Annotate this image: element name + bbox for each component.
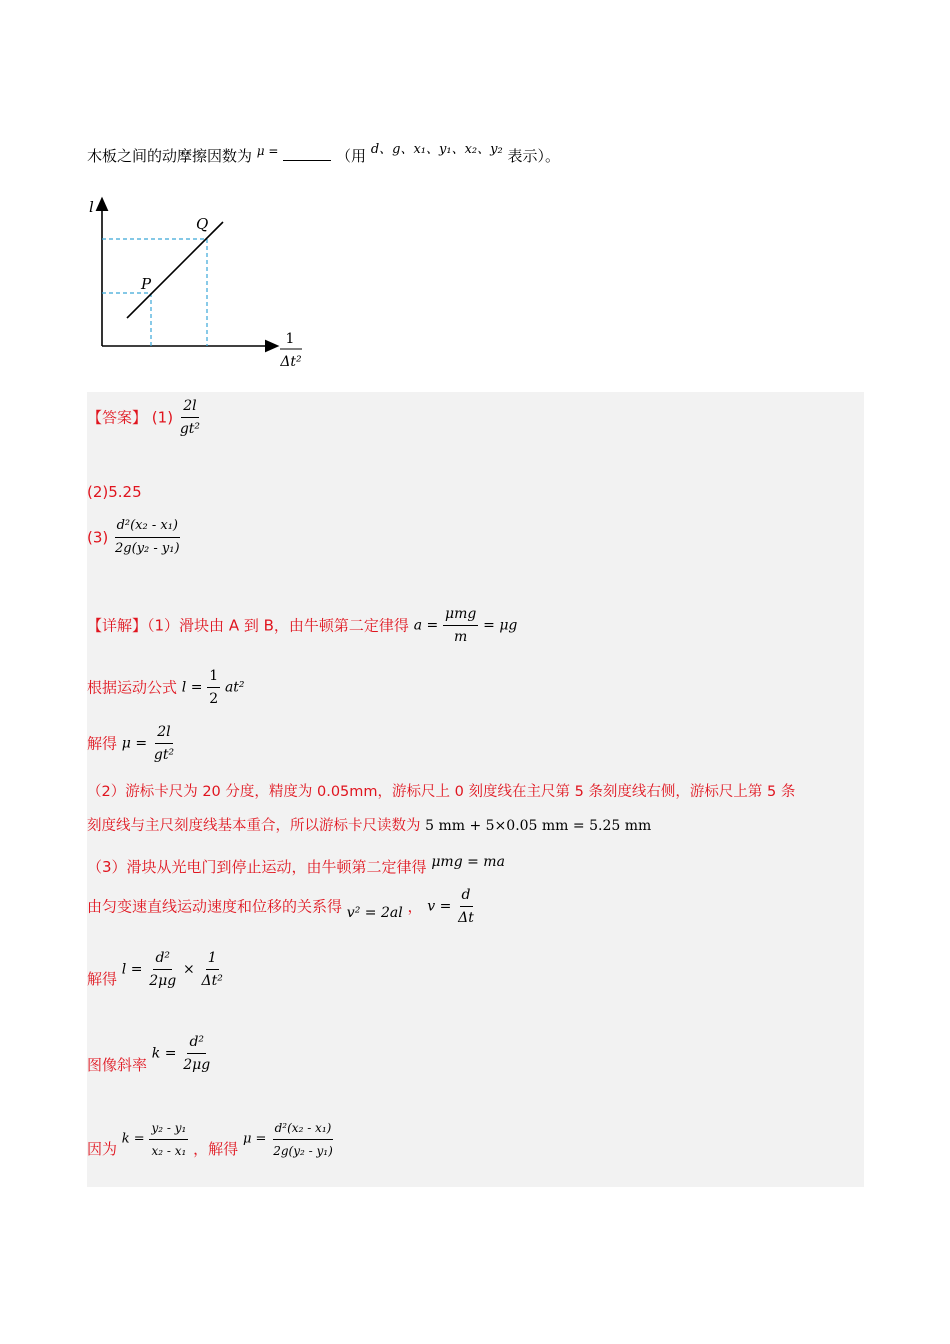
detail-line-1 xyxy=(87,604,517,647)
eq-fraction xyxy=(181,1032,212,1075)
detail-line-2 xyxy=(87,666,245,709)
fraction-numerator: d xyxy=(460,885,473,907)
fraction-denominator: x₂ - x₁ xyxy=(151,1144,187,1158)
eq-fraction xyxy=(443,604,478,647)
eq-fraction-2 xyxy=(200,948,225,991)
eq-fraction xyxy=(152,722,176,765)
answer-blank xyxy=(283,146,331,161)
mu-equals: μ = xyxy=(256,144,279,158)
eq-lhs-2: μ = xyxy=(242,1131,267,1147)
eq-lhs: l = xyxy=(121,961,143,978)
vernier-reading: 5 mm + 5×0.05 mm = 5.25 mm xyxy=(425,818,652,834)
fraction-numerator: 2l xyxy=(181,396,198,418)
y-axis-label: l xyxy=(89,198,94,216)
answer-part2: (2)5.25 xyxy=(87,483,142,501)
eq-fraction xyxy=(456,885,476,928)
fraction-denominator: 2g(y₂ - y₁) xyxy=(115,541,180,556)
question-line xyxy=(87,140,560,166)
detail-text-10: 因为 xyxy=(87,1140,118,1158)
eq-rhs: at² xyxy=(224,679,245,696)
times-sign: × xyxy=(183,961,195,978)
detail-text-10b: ，解得 xyxy=(193,1140,239,1158)
detail-line-10 xyxy=(87,1118,335,1161)
detail-line-3 xyxy=(87,722,176,765)
detail-text-2: 根据运动公式 xyxy=(87,678,178,697)
point-q-label: Q xyxy=(196,215,209,233)
fraction-denominator: 2μg xyxy=(149,973,177,989)
eq-lhs: a = xyxy=(413,617,439,634)
fraction-numerator: y₂ - y₁ xyxy=(149,1118,188,1140)
answer-part3-prefix: (3) xyxy=(87,528,109,547)
kinematics-equation: v² = 2al xyxy=(346,905,403,921)
x-axis-label-den: Δt² xyxy=(280,354,302,370)
fraction-numerator: 1 xyxy=(206,948,219,970)
fraction-numerator: d²(x₂ - x₁) xyxy=(273,1118,334,1140)
fraction-denominator: Δt² xyxy=(201,973,223,989)
fit-line xyxy=(127,222,223,318)
mu-fraction xyxy=(271,1118,335,1161)
detail-text-9: 图像斜率 xyxy=(87,1056,148,1074)
eq-fraction xyxy=(207,666,220,709)
fraction-numerator: μmg xyxy=(443,604,478,626)
fraction-numerator: d² xyxy=(187,1032,206,1054)
detail-line-5 xyxy=(87,816,651,836)
fraction-numerator: 2l xyxy=(155,722,172,744)
detail-line-4: （2）游标卡尺为 20 分度，精度为 0.05mm，游标尺上 0 刻度线在主尺第 5 条刻度线右侧，游标尺上第 5 条 xyxy=(87,784,796,800)
eq-lhs: k = xyxy=(151,1045,177,1062)
paren-open: （用 xyxy=(336,147,367,165)
answer-part1-fraction xyxy=(178,396,202,439)
answer-label: 【答案】 xyxy=(87,408,148,427)
fraction-numerator: d² xyxy=(153,948,172,970)
detail-text-1: （1）滑块由 A 到 B，由牛顿第二定律得 xyxy=(147,616,409,635)
detail-text-6: （3）滑块从光电门到停止运动，由牛顿第二定律得 xyxy=(87,858,427,876)
fraction-denominator: gt² xyxy=(179,421,201,437)
x-axis-label-num: 1 xyxy=(285,331,295,347)
answer-line-1 xyxy=(87,396,202,439)
newton-equation: μmg = ma xyxy=(431,854,505,870)
variable-list: d、g、x₁、y₁、x₂、y₂ xyxy=(370,142,503,157)
detail-line-9 xyxy=(87,1032,212,1075)
l-vs-inverse-dt2-graph xyxy=(80,195,320,375)
detail-line-8 xyxy=(87,948,225,991)
eq-rhs: = μg xyxy=(483,617,518,634)
eq-lhs: l = xyxy=(181,679,203,696)
point-p-label: P xyxy=(141,275,152,293)
eq-fraction-1 xyxy=(147,948,178,991)
detail-line-6 xyxy=(87,852,505,877)
fraction-denominator: gt² xyxy=(153,747,175,763)
detail-line-7 xyxy=(87,885,476,928)
fraction-numerator: 1 xyxy=(207,666,220,688)
comma: ， xyxy=(407,897,423,916)
fraction-denominator: m xyxy=(454,629,468,645)
detail-text-8: 解得 xyxy=(87,970,118,988)
eq-lhs: μ = xyxy=(121,735,148,752)
answer-part3-fraction xyxy=(113,516,182,559)
fraction-denominator: Δt xyxy=(458,910,474,926)
fraction-denominator: 2μg xyxy=(183,1057,211,1073)
eq-lhs: v = xyxy=(427,898,452,915)
fraction-denominator: 2g(y₂ - y₁) xyxy=(273,1144,333,1158)
detail-text-7: 由匀变速直线运动速度和位移的关系得 xyxy=(87,897,343,916)
detail-text-3: 解得 xyxy=(87,734,118,753)
answer-part1-prefix: (1) xyxy=(151,408,174,427)
question-prefix: 木板之间的动摩擦因数为 xyxy=(87,147,253,165)
question-suffix: 表示）。 xyxy=(507,147,560,165)
detail-text-5: 刻度线与主尺刻度线基本重合，所以游标卡尺读数为 xyxy=(87,818,421,834)
slope-fraction xyxy=(149,1118,188,1161)
fraction-denominator: 2 xyxy=(209,691,219,707)
fraction-numerator: d²(x₂ - x₁) xyxy=(115,516,180,538)
eq-lhs: k = xyxy=(121,1131,145,1147)
detail-label: 【详解】 xyxy=(87,616,148,635)
answer-line-3 xyxy=(87,516,182,559)
